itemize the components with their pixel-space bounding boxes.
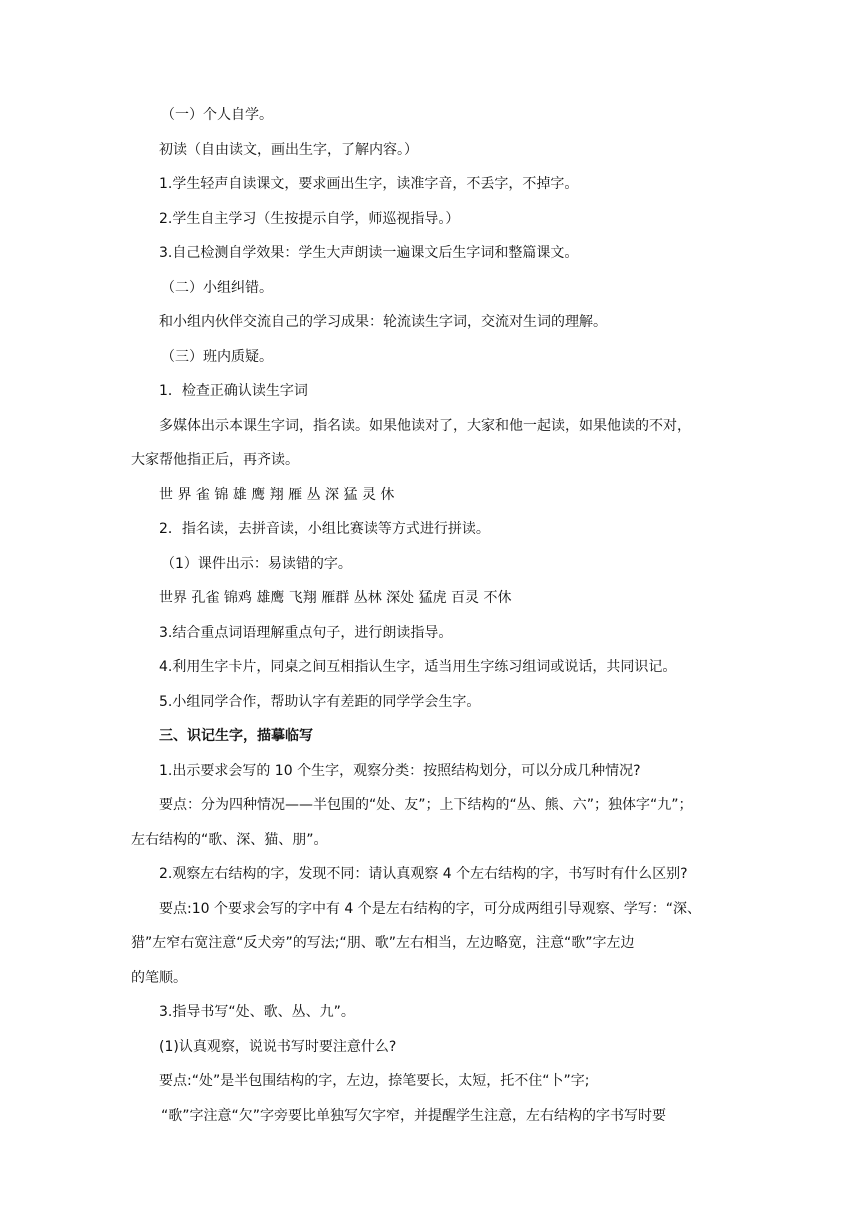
- paragraph: 2.学生自主学习（生按提示自学，师巡视指导。）: [159, 210, 460, 227]
- character-list: 世 界 雀 锦 雄 鹰 翔 雁 丛 深 猛 灵 休: [159, 486, 395, 503]
- paragraph: （1）课件出示：易读错的字。: [161, 555, 352, 572]
- paragraph: “歌”字注意“欠”字旁要比单独写欠字窄，并提醒学生注意，左右结构的字书写时要: [161, 1107, 667, 1124]
- paragraph: 1.学生轻声自读课文，要求画出生字，读准字音，不丢字，不掉字。: [159, 176, 579, 192]
- document-body: [131, 105, 731, 1140]
- paragraph: 1.出示要求会写的 10 个生字，观察分类：按照结构划分，可以分成几种情况?: [159, 762, 641, 779]
- paragraph: 多媒体出示本课生字词，指名读。如果他读对了，大家和他一起读，如果他读的不对，: [159, 417, 691, 434]
- paragraph: 3.结合重点词语理解重点句子，进行朗读指导。: [159, 624, 453, 641]
- paragraph: 1．检查正确认读生字词: [159, 383, 308, 399]
- paragraph: 2．指名读，去拼音读，小组比赛读等方式进行拼读。: [159, 521, 490, 537]
- section-heading-individual-study: （一）个人自学。: [161, 107, 273, 123]
- paragraph-continuation: 猎”左窄右宽注意“反犬旁”的写法;“朋、歌”左右相当，左边略宽，注意“歌”字左边: [131, 935, 635, 951]
- paragraph: 和小组内伙伴交流自己的学习成果：轮流读生字词，交流对生词的理解。: [159, 314, 607, 330]
- paragraph-continuation: 左右结构的“歌、深、猫、朋”。: [131, 831, 328, 848]
- paragraph-continuation: 的笔顺。: [131, 969, 187, 986]
- word-list: 世界 孔雀 锦鸡 雄鹰 飞翔 雁群 丛林 深处 猛虎 百灵 不休: [159, 590, 512, 606]
- paragraph: 初读（自由读文，画出生字，了解内容。）: [159, 141, 418, 158]
- paragraph: 要点：分为四种情况——半包围的“处、友”；上下结构的“丛、熊、六”；独体字“九”；: [159, 797, 693, 813]
- section-heading-memorize-write: 三、识记生字，描摹临写: [159, 728, 313, 744]
- paragraph: 4.利用生字卡片，同桌之间互相指认生字，适当用生字练习组词或说话，共同识记。: [159, 659, 677, 675]
- paragraph: 5.小组同学合作，帮助认字有差距的同学学会生字。: [159, 693, 481, 710]
- paragraph: (1)认真观察，说说书写时要注意什么?: [159, 1038, 397, 1055]
- paragraph-continuation: 大家帮他指正后，再齐读。: [131, 452, 299, 468]
- paragraph: 2.观察左右结构的字，发现不同：请认真观察 4 个左右结构的字，书写时有什么区别?: [159, 866, 688, 882]
- section-heading-group-correction: （二）小组纠错。: [161, 279, 273, 296]
- paragraph: 要点:10 个要求会写的字中有 4 个是左右结构的字，可分成两组引导观察、学写：“深、: [159, 900, 702, 917]
- section-heading-class-questions: （三）班内质疑。: [161, 348, 273, 365]
- paragraph: 要点:“处”是半包围结构的字，左边，捺笔要长，太短，托不住“卜”字;: [159, 1073, 590, 1089]
- paragraph: 3.自己检测自学效果：学生大声朗读一遍课文后生字词和整篇课文。: [159, 245, 579, 261]
- paragraph: 3.指导书写“处、歌、丛、九”。: [159, 1004, 355, 1020]
